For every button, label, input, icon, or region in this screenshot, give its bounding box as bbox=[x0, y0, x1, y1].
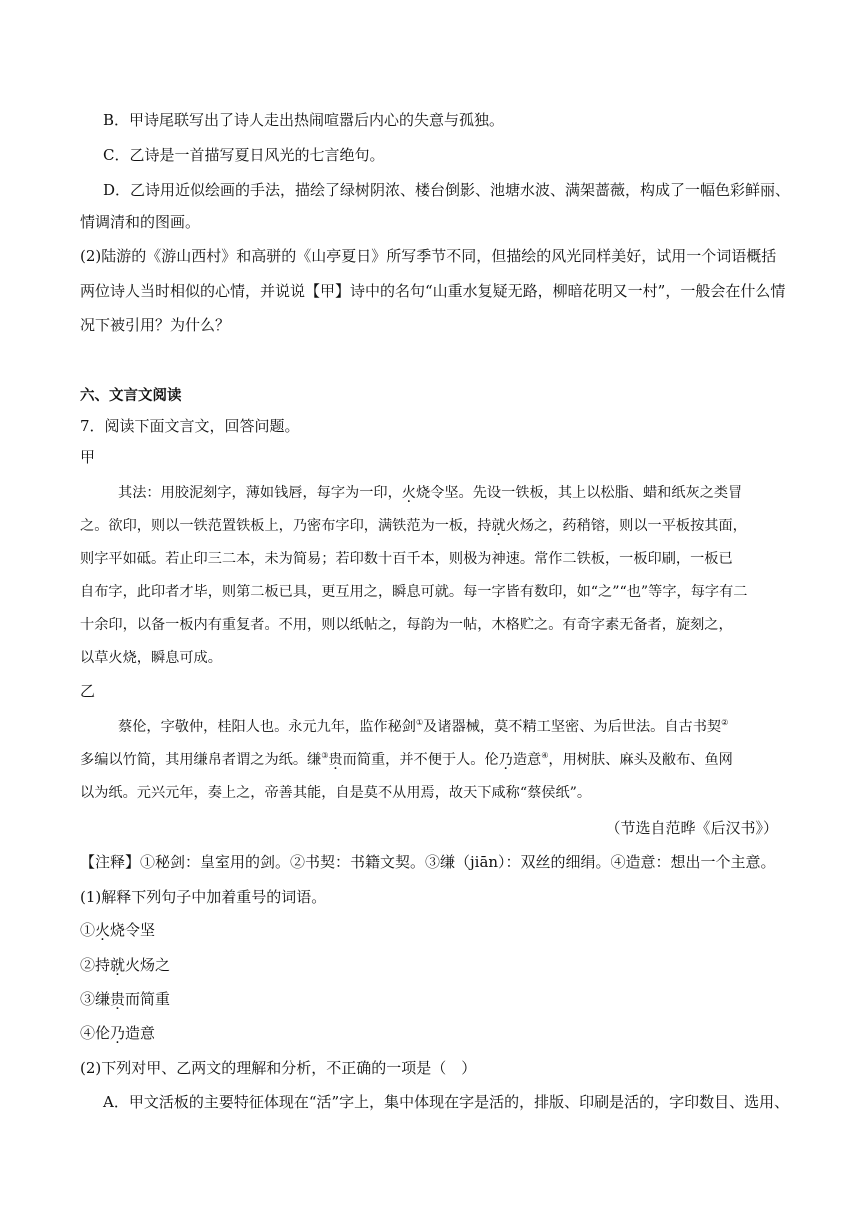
label-jia: 甲 bbox=[80, 448, 96, 466]
jia-line5: 十余印，以备一板内有重复者。不用，则以纸帖之，每韵为一帖，木格贮之。有奇字素无备者，旋刻之， bbox=[80, 617, 733, 633]
yi-line1 bbox=[118, 717, 728, 737]
q6-sub2-line3: 况下被引用？为什么？ bbox=[80, 316, 231, 334]
emphasis-char: 乃 bbox=[498, 752, 513, 768]
yi-text: 造意 bbox=[512, 752, 542, 768]
label-yi: 乙 bbox=[80, 682, 96, 700]
source-citation: （节选自范晔《后汉书》） bbox=[605, 819, 778, 837]
jia-text: 之。欲印，则以一铁范置铁板上，乃密布字印，满铁范为一板，持 bbox=[80, 518, 492, 534]
q6-sub2-line2: 两位诗人当时相似的心情，并说说【甲】诗中的名句“山重水复疑无路，柳暗花明又一村”，一般会在什么情 bbox=[80, 282, 786, 300]
item-text: ④伦 bbox=[80, 1024, 111, 1042]
emphasis-char: 贵 bbox=[328, 752, 343, 768]
item-text: 火炀之 bbox=[125, 956, 171, 974]
item-2 bbox=[80, 955, 170, 975]
emphasis-char: 贵 bbox=[110, 990, 126, 1008]
notes: 【注释】①秘剑：皇室用的剑。②书契：书籍文契。③缣（jiān）：双丝的细绢。④造意：想出一个主意。 bbox=[80, 853, 776, 871]
emphasis-char: 乃 bbox=[110, 1024, 126, 1042]
item-text: 而简重 bbox=[125, 990, 171, 1008]
emphasis-char: 就 bbox=[110, 956, 126, 974]
q7-sub1: (1)解释下列句子中加着重号的词语。 bbox=[80, 888, 327, 906]
emphasis-char: 就 bbox=[491, 518, 506, 534]
q6-option-b: B．甲诗尾联写出了诗人走出热闹喧嚣后内心的失意与孤独。 bbox=[103, 111, 505, 129]
yi-text: ，用树肤、麻头及敝布、鱼网 bbox=[548, 752, 733, 768]
q7-option-a: A．甲文活板的主要特征体现在“活”字上，集中体现在字是活的，排版、印刷是活的，字印数目、选用、 bbox=[103, 1093, 790, 1111]
item-text: ① bbox=[80, 921, 96, 939]
item-text: ②持 bbox=[80, 956, 111, 974]
yi-line3: 以为纸。元兴元年，奏上之，帝善其能，自是莫不从用焉，故天下咸称“蔡侯纸”。 bbox=[80, 785, 592, 801]
jia-text: 火炀之，药稍镕，则以一平板按其面， bbox=[505, 518, 747, 534]
q6-option-d-line2: 情调清和的图画。 bbox=[80, 213, 201, 231]
footnote-marker: ② bbox=[721, 718, 729, 727]
jia-line6: 以草火烧，瞬息可成。 bbox=[80, 650, 222, 666]
q6-sub2-line1: (2)陆游的《游山西村》和高骈的《山亭夏日》所写季节不同，但描绘的风光同样美好，试用一个词语概括 bbox=[80, 247, 777, 265]
item-text: 烧令坚 bbox=[110, 921, 156, 939]
q7-intro: 7．阅读下面文言文，回答问题。 bbox=[80, 417, 300, 435]
footnote-marker: ④ bbox=[541, 751, 549, 760]
item-1 bbox=[80, 920, 155, 940]
jia-line3: 则字平如砥。若止印三二本，未为简易；若印数十百千本，则极为神速。常作二铁板，一板印刷，一板已 bbox=[80, 551, 733, 567]
yi-line2 bbox=[80, 750, 733, 770]
footnote-marker: ① bbox=[415, 718, 424, 727]
section-heading: 六、文言文阅读 bbox=[80, 387, 182, 404]
emphasis-char: 火 bbox=[95, 921, 111, 939]
q6-option-d-line1: D．乙诗用近似绘画的手法，描绘了绿树阴浓、楼台倒影、池塘水波、满架蔷薇，构成了一幅色彩鲜丽、 bbox=[103, 181, 791, 199]
item-text: 造意 bbox=[125, 1024, 156, 1042]
jia-line1 bbox=[118, 483, 742, 503]
jia-text: 其法：用胶泥刻字，薄如钱唇，每字为一印， bbox=[118, 485, 402, 501]
yi-text: 而简重，并不便于人。伦 bbox=[342, 752, 499, 768]
yi-text: 及诸器械，莫不精工坚密、为后世法。自古书契 bbox=[423, 719, 722, 735]
jia-line2 bbox=[80, 516, 747, 536]
yi-text: 蔡伦，字敬仲，桂阳人也。永元九年，监作秘剑 bbox=[118, 719, 416, 735]
yi-text: 多编以竹简，其用缣帛者谓之为纸。缣 bbox=[80, 752, 322, 768]
jia-line4: 自布字，此印者才毕，则第二板已具，更互用之，瞬息可就。每一字皆有数印，如“之”“也”等字，每字有二 bbox=[80, 584, 748, 600]
item-text: ③缣 bbox=[80, 990, 111, 1008]
footnote-marker: ③ bbox=[321, 751, 329, 760]
item-4 bbox=[80, 1023, 155, 1043]
q6-option-c: C．乙诗是一首描写夏日风光的七言绝句。 bbox=[103, 146, 385, 164]
emphasis-char: 火 bbox=[401, 485, 416, 501]
item-3 bbox=[80, 989, 170, 1009]
q7-sub2: (2)下列对甲、乙两文的理解和分析，不正确的一项是（ ） bbox=[80, 1059, 477, 1077]
jia-text: 烧令坚。先设一铁板，其上以松脂、蜡和纸灰之类冒 bbox=[415, 485, 743, 501]
